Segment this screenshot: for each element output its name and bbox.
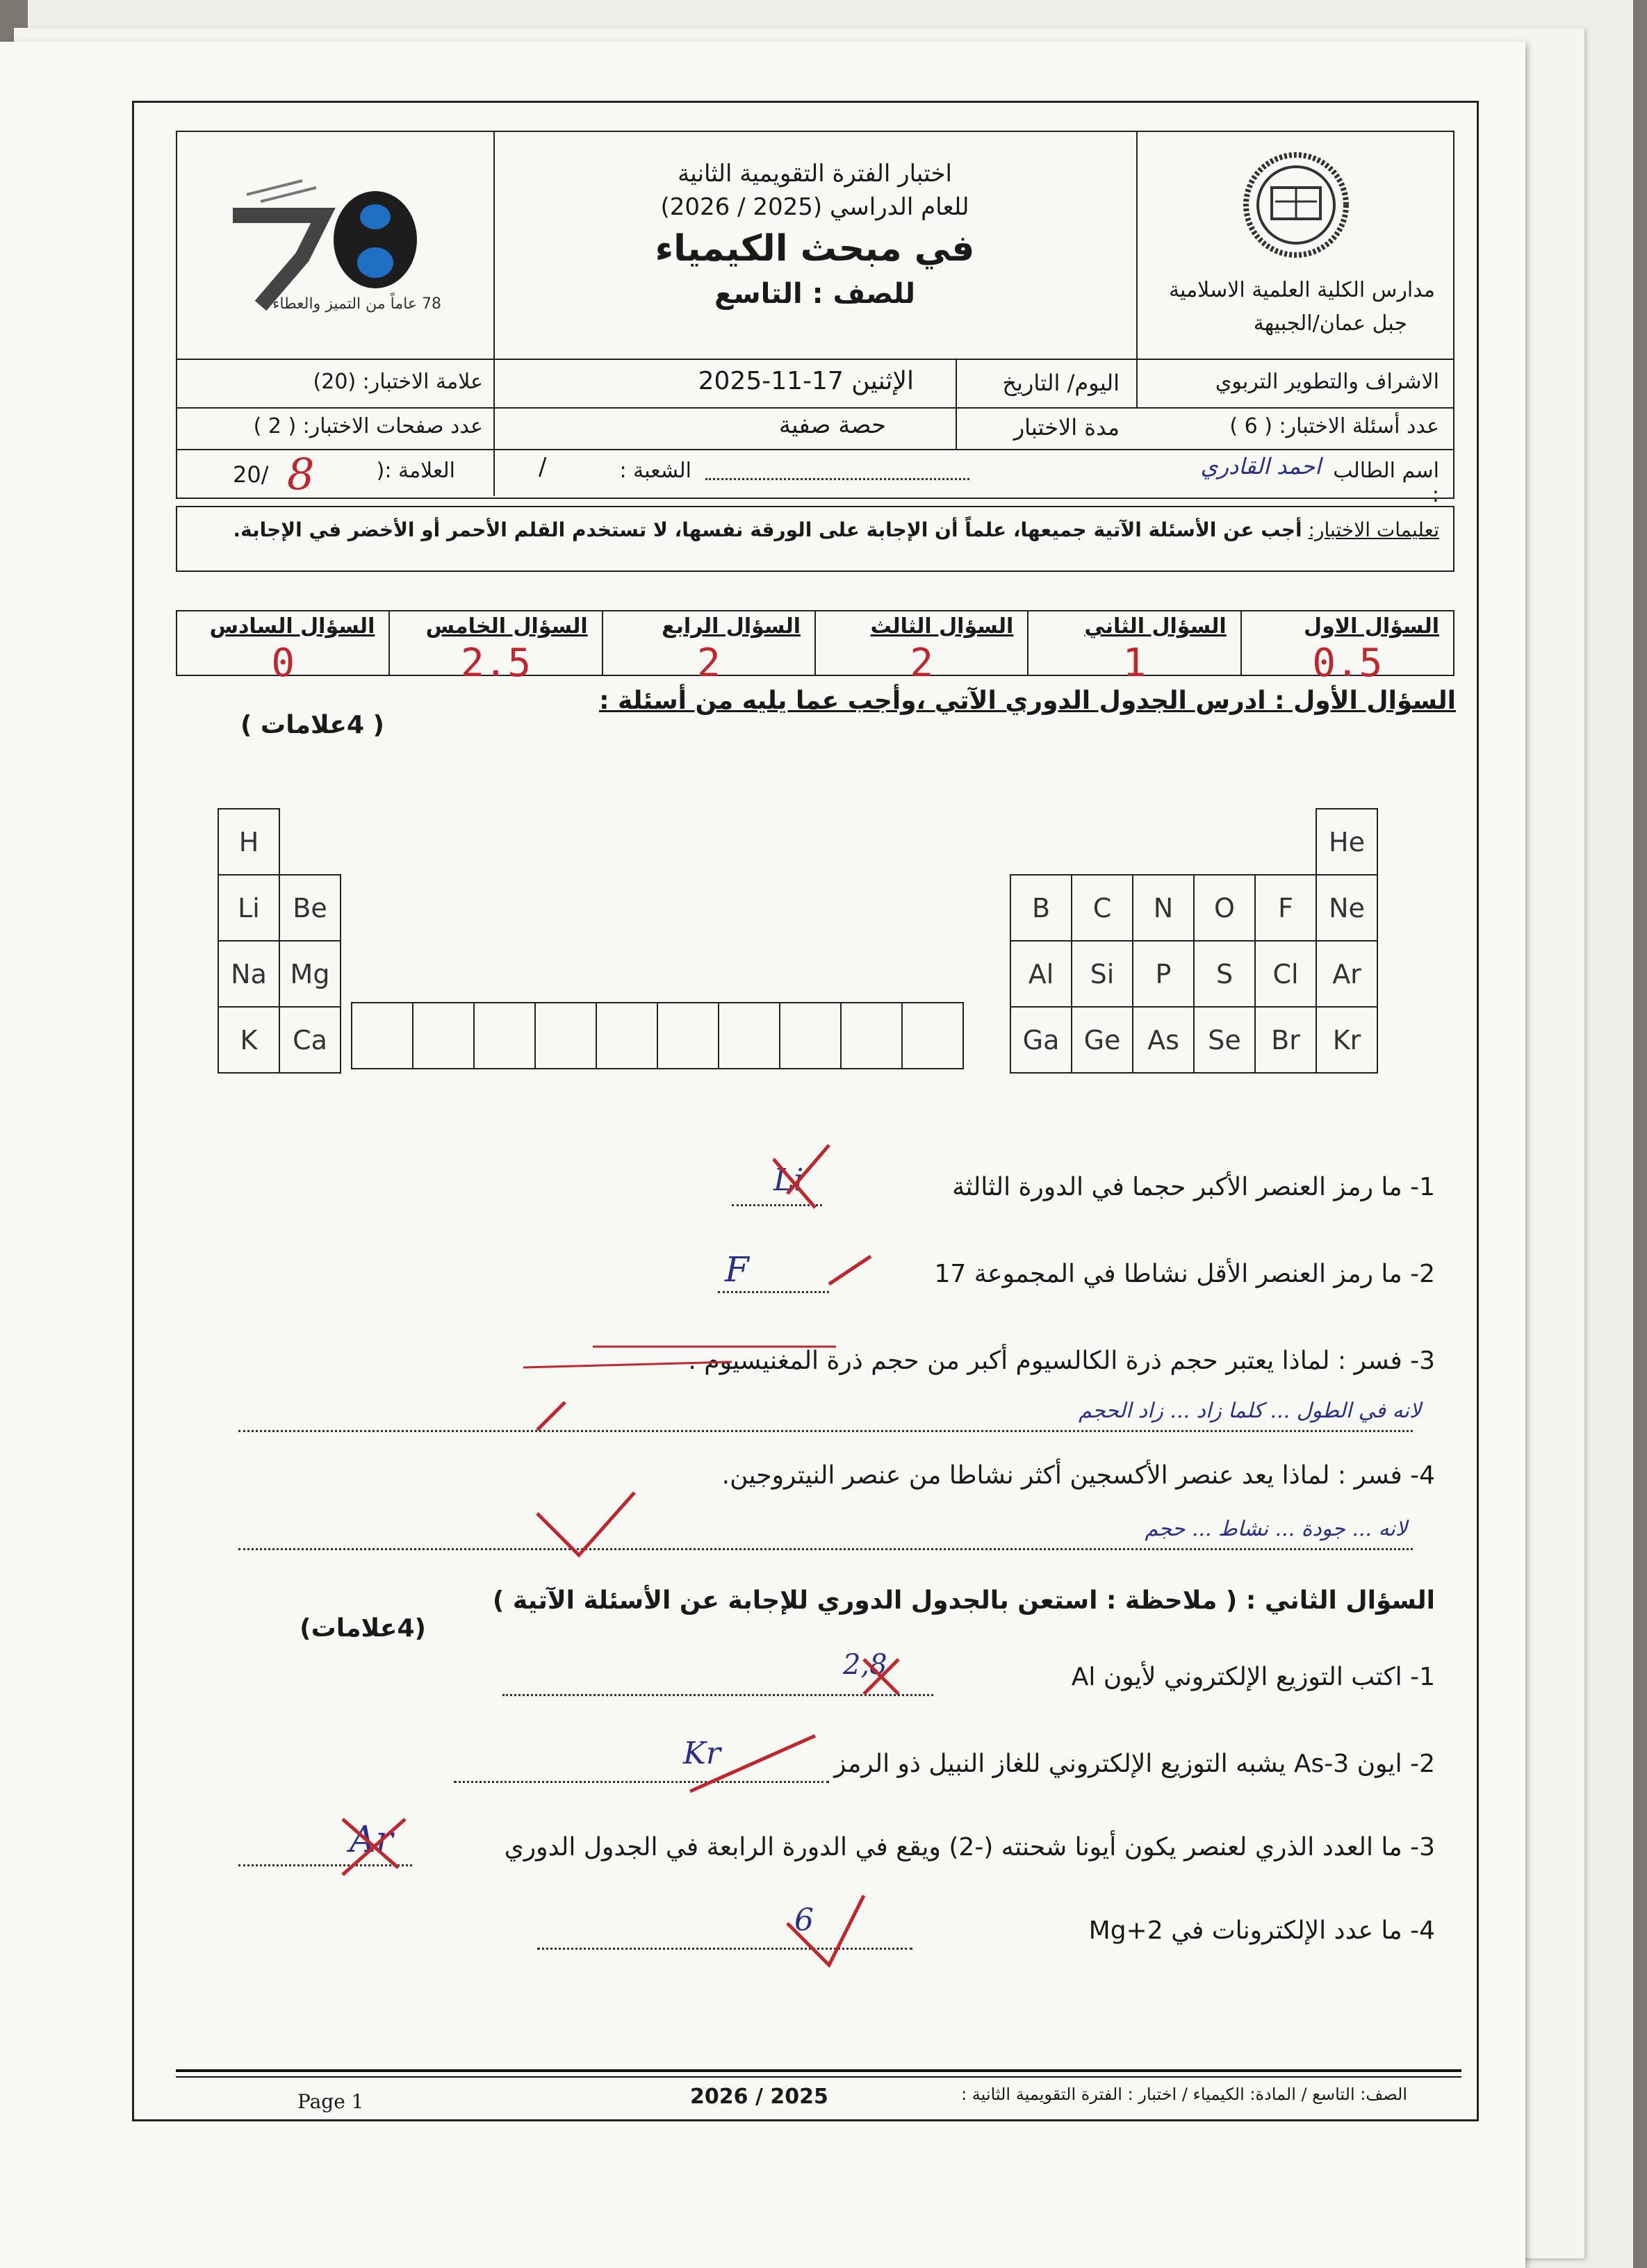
mark-label: العلامة :( — [376, 459, 455, 483]
academic-year: للعام الدراسي (2025 / 2026) — [660, 193, 969, 221]
element-cell: Ca — [279, 1007, 341, 1073]
score-cell-q5: السؤال الخامس 2.5 — [388, 611, 601, 675]
q2-item-2: 2- ايون As-3 يشبه التوزيع الإلكتروني للغاز النبيل ذو الرمز — [834, 1750, 1435, 1778]
exam-paper — [0, 42, 1525, 2268]
instructions-label: تعليمات الاختبار: — [1308, 518, 1439, 541]
day-date-label: اليوم/ التاريخ — [1002, 370, 1120, 396]
element-cell: K — [218, 1007, 279, 1073]
q2-answer-4[interactable]: 6 — [794, 1903, 814, 1938]
grade-title: للصف : التاسع — [714, 278, 915, 310]
q2-item-1: 1- اكتب التوزيع الإلكتروني لأيون Al — [1071, 1663, 1435, 1691]
score-cell-q6: السؤال السادس 0 — [209, 614, 375, 686]
q1-answer-2[interactable]: F — [725, 1249, 749, 1290]
mark-value: 20/ — [233, 461, 269, 488]
student-name-label: اسم الطالب : — [1333, 459, 1439, 507]
logo-caption: 78 عاماً من التميز والعطاء — [272, 295, 441, 313]
section-label: الشعبة : — [619, 459, 691, 483]
q1-answer-1[interactable]: Li — [773, 1162, 804, 1198]
school-name: مدارس الكلية العلمية الاسلامية — [1168, 278, 1435, 302]
q1-item-4: 4- فسر : لماذا يعد عنصر الأكسجين أكثر نشاطا من عنصر النيتروجين. — [721, 1461, 1435, 1490]
section-value[interactable]: / — [539, 453, 547, 481]
supervision-label: الاشراف والتطوير التربوي — [1215, 370, 1439, 394]
instructions-text: أجب عن الأسئلة الآتية جميعها، علماً أن الإجابة على الورقة نفسها، لا تستخدم القلم الأحمر أو الأخضر في الإجابة. — [233, 518, 1302, 541]
q2-item-3: 3- ما العدد الذري لعنصر يكون أيونا شحنته (-2) ويقع في الدورة الرابعة في الجدول الدوري — [504, 1833, 1435, 1862]
score-cell-q2: السؤال الثاني 1 — [1027, 611, 1240, 675]
q2-title: السؤال الثاني : ( ملاحظة : استعن بالجدول الدوري للإجابة عن الأسئلة الآتية ) — [492, 1586, 1435, 1615]
q2-answer-3[interactable]: Ar — [350, 1819, 393, 1861]
page-frame — [132, 101, 1479, 2121]
footer-course: الصف: التاسع / المادة: الكيمياء / اختبار : الفترة التقويمية الثانية : — [961, 2085, 1407, 2104]
total-mark: علامة الاختبار: (20) — [313, 370, 483, 394]
footer-page: Page 1 — [297, 2090, 364, 2113]
periodic-table-right: He B C N O F Ne Al Si P S Cl Ar Ga Ge As Se Br Kr — [1010, 808, 1378, 1074]
num-pages: عدد صفحات الاختبار: ( 2 ) — [253, 414, 483, 438]
q2-answer-1[interactable]: 2,8 — [843, 1649, 887, 1681]
mark-score: 8 — [287, 449, 315, 500]
q1-item-2: 2- ما رمز العنصر الأقل نشاطا في المجموعة 17 — [934, 1260, 1435, 1288]
score-cell-q3: السؤال الثالث 2 — [814, 611, 1027, 675]
grader-marks — [134, 103, 1478, 2121]
element-cell: Na — [218, 941, 279, 1007]
duration-label: مدة الاختبار — [1013, 414, 1120, 441]
q1-item-1: 1- ما رمز العنصر الأكبر حجما في الدورة الثالثة — [952, 1173, 1435, 1201]
num-questions: عدد أسئلة الاختبار: ( 6 ) — [1229, 414, 1439, 438]
element-cell: Be — [279, 875, 341, 941]
duration-value: حصة صفية — [778, 411, 886, 439]
q2-answer-2[interactable]: Kr — [683, 1736, 721, 1771]
school-branch: جبل عمان/الجبيهة — [1253, 311, 1407, 336]
q1-answer-4[interactable]: لانه ... جودة ... نشاط ... حجم — [1145, 1517, 1407, 1541]
footer-year: 2026 / 2025 — [690, 2085, 828, 2109]
score-cell-q1: السؤال الاول 0.5 — [1240, 611, 1453, 675]
student-name-value[interactable]: احمد القادري — [1200, 453, 1321, 479]
q2-marks: (4علامات) — [300, 1614, 426, 1643]
q1-title: السؤال الأول : ادرس الجدول الدوري الآتي ،وأجب عما يليه من أسئلة : — [599, 687, 1456, 715]
element-cell: He — [1316, 809, 1377, 875]
element-cell: H — [218, 809, 279, 875]
element-cell: Mg — [279, 941, 341, 1007]
exam-title: اختبار الفترة التقويمية الثانية — [678, 160, 952, 188]
day-date-value: الإثنين 17-11-2025 — [698, 367, 914, 395]
element-cell: Li — [218, 875, 279, 941]
q1-item-3: 3- فسر : لماذا يعتبر حجم ذرة الكالسيوم أكبر من حجم ذرة المغنيسيوم . — [688, 1347, 1435, 1375]
q2-item-4: 4- ما عدد الإلكترونات في Mg+2 — [1088, 1916, 1435, 1945]
q1-marks: ( 4علامات ) — [240, 711, 384, 739]
subject-title: في مبحث الكيمياء — [655, 228, 975, 270]
score-cell-q4: السؤال الرابع 2 — [602, 611, 814, 675]
q1-answer-3[interactable]: لانه في الطول ... كلما زاد ... زاد الحجم — [1078, 1399, 1421, 1423]
